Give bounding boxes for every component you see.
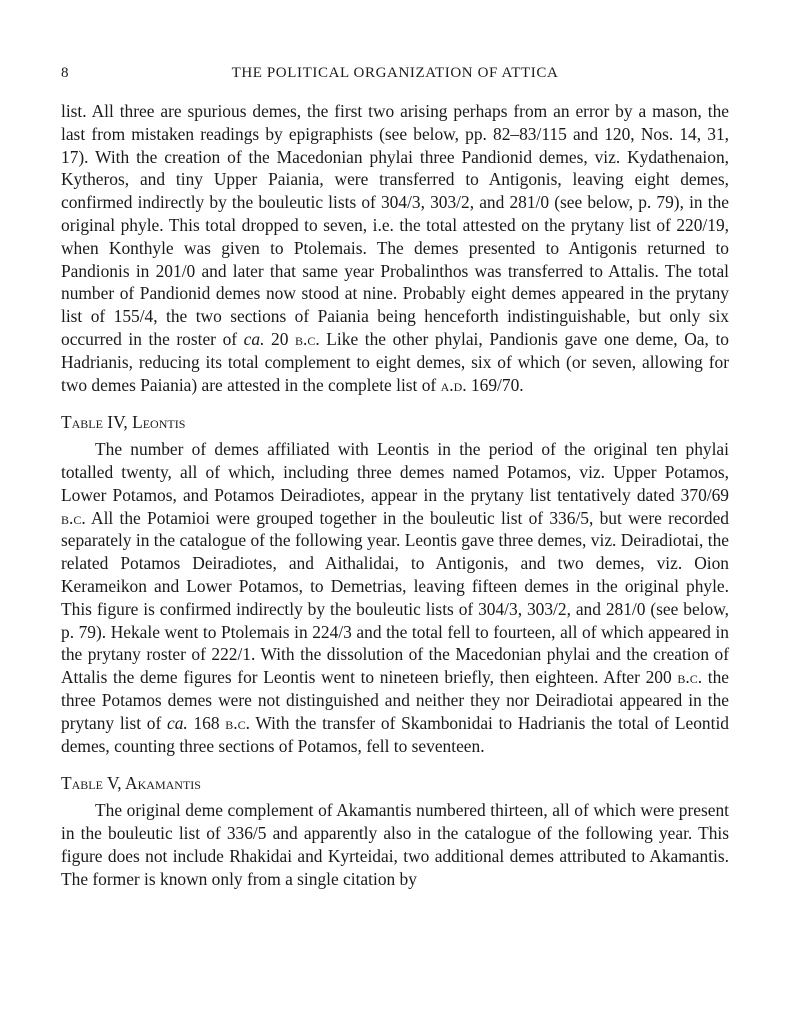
text-run: 168 [187, 712, 226, 733]
text-run: The number of demes affiliated with Leontis in the period of the original ten phylai totalled twenty, all of which, including three demes named Potamos, viz. Upper Potamos, Lower Potamos, and Potamos Deiradiotes, appear in the prytany list tentatively dated 370/69 [61, 439, 729, 505]
text-run: With the transfer of Skambonidai to Hadrianis the total of Leontid demes, counting three sections of Potamos, fell to seventeen. [61, 712, 729, 756]
running-title: THE POLITICAL ORGANIZATION OF ATTICA [231, 65, 559, 81]
paragraph-pandionis-continued [61, 100, 729, 396]
text-run: All the Potamioi were grouped together in the bouleutic list of 336/5, but were recorded separately in the catalogue of the following year. Leontis gave three demes, viz. Deiradiotai, the related Potamos Deiradiotes, and Aithalidai, to Antigonis, and two demes, viz. Oion Kerameikon and Lower Potamos, to Demetrias, leaving fifteen demes in the original phyle. This figure is confirmed indirectly by the bouleutic lists of 304/3, 303/2, and 281/0 (see below, p. 79). Hekale went to Ptolemais in 224/3 and the total fell to fourteen, all of which appeared in the prytany roster of 222/1. With the dissolution of the Macedonian phylai and the creation of Attalis the deme figures for Leontis went to nineteen briefly, then eighteen. After 200 [61, 507, 729, 688]
text-run: The original deme complement of Akamantis numbered thirteen, all of which were present in the bouleutic list of 336/5 and apparently also in the catalogue of the following year. This figure does not include Rhakidai and Kyrteidai, two additional demes attributed to Akamantis. The former is known only from a single citation by [61, 800, 729, 889]
era-abbreviation: b.c. [61, 507, 86, 528]
italic-ca: ca. [243, 328, 265, 349]
text-run: Like the other phylai, Pandionis gave one deme, Oa, to Hadrianis, reducing its total complement to eight demes, six of which (or seven, allowing for two demes Paiania) are attested in the complete list of [61, 328, 729, 395]
paragraph-leontis [61, 438, 729, 757]
section-heading-name: Akamantis [125, 773, 201, 794]
era-abbreviation: b.c. [225, 712, 250, 733]
section-heading-akamantis [61, 772, 729, 795]
text-run: the three Potamos demes were not distinguished and neither they nor Deiradiotai appeared in the prytany list of [61, 667, 730, 733]
italic-ca: ca. [167, 712, 188, 733]
body-text [61, 100, 729, 890]
text-run: list. All three are spurious demes, the first two arising perhaps from an error by a mason, the last from mistaken readings by epigraphists (see below, pp. 82–83/115 and 120, Nos. 14, 31, 17). With the creation of the Macedonian phylai three Pandionid demes, viz. Kydathenaion, Kytheros, and tiny Upper Paiania, were transferred to Antigonis, leaving eight demes, confirmed indirectly by the bouleutic lists of 304/3, 303/2, and 281/0 (see below, p. 79), in the original phyle. This total dropped to seven, i.e. the total attested on the prytany list of 220/19, when Konthyle was given to Ptolemais. The demes presented to Antigonis returned to Pandionis in 201/0 and later that same year Probalinthos was transferred to Attalis. The total number of Pandionid demes now stood at nine. Probably eight demes appeared in the prytany list of 155/4, the two sections of Paiania being henceforth indistinguishable, but only six occurred in the roster of [61, 101, 729, 349]
section-heading-leontis [61, 411, 729, 434]
page [61, 58, 729, 890]
page-number: 8 [61, 65, 69, 81]
era-abbreviation: b.c. [677, 667, 703, 688]
era-abbreviation: b.c. [295, 328, 320, 349]
section-heading-prefix: Table IV, [61, 412, 133, 433]
section-heading-name: Leontis [132, 412, 186, 433]
text-run: 169/70. [466, 374, 524, 395]
era-abbreviation: a.d. [440, 374, 467, 395]
text-run: 20 [264, 328, 295, 349]
running-head [61, 58, 729, 88]
section-heading-prefix: Table V, [61, 773, 126, 794]
paragraph-akamantis [61, 799, 729, 890]
